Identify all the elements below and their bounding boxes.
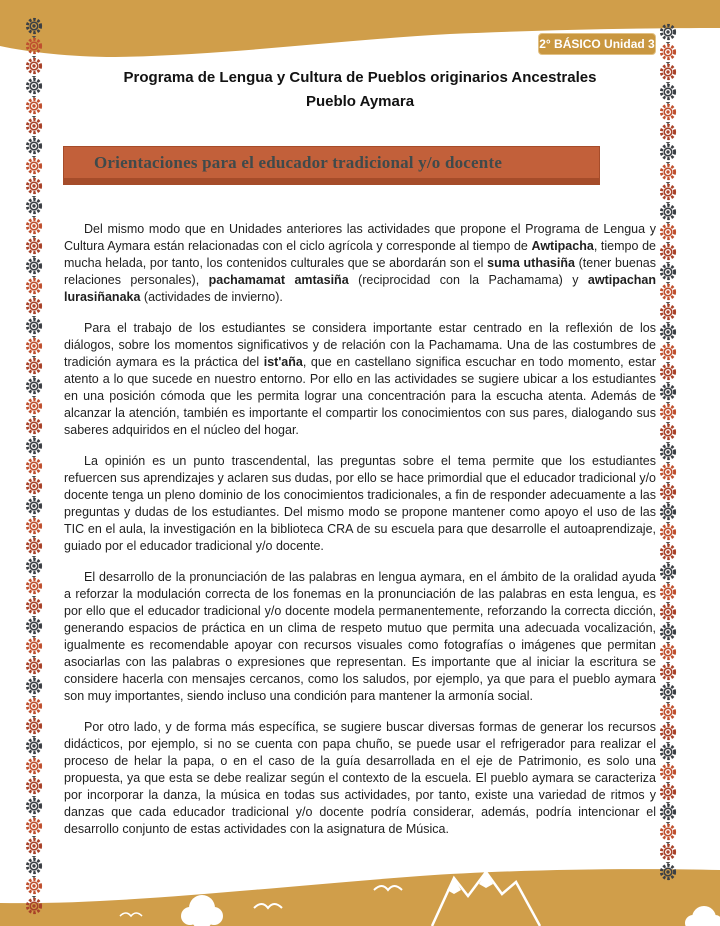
textile-rosette-icon xyxy=(23,36,45,56)
textile-rosette-icon xyxy=(657,302,679,322)
body-paragraph xyxy=(64,719,656,838)
aymara-term: Awtipacha xyxy=(531,239,594,253)
textile-rosette-icon xyxy=(657,622,679,642)
orientation-banner-label: Orientaciones para el educador tradicional y/o docente xyxy=(94,152,503,172)
aymara-term: suma uthasiña xyxy=(487,256,575,270)
textile-rosette-icon xyxy=(23,756,45,776)
textile-rosette-icon xyxy=(23,696,45,716)
paragraph-text: La opinión es un punto trascendental, las preguntas sobre el tema permite que los estudiantes refuercen sus aprendizajes y aclaren sus dudas, por ello se hace primordial que el educador tradicional y/o docente tenga un pleno dominio de los conocimientos tradicionales, a fin de responder adecuamente a las preguntas y dudas de los estudiantes. Del mismo modo se propone mantener como apoyo el uso de las TIC en el aula, la investigación en la biblioteca CRA de su escuela para que desarrolle el autoaprendizaje, guiado por el educador tradicional y/o docente. xyxy=(64,454,657,553)
body-paragraphs xyxy=(64,221,656,852)
textile-rosette-icon xyxy=(23,336,45,356)
textile-rosette-icon xyxy=(657,282,679,302)
textile-rosette-icon xyxy=(657,422,679,442)
textile-rosette-icon xyxy=(657,322,679,342)
textile-rosette-icon xyxy=(23,16,45,36)
textile-rosette-icon xyxy=(23,776,45,796)
body-paragraph xyxy=(64,453,656,555)
textile-rosette-icon xyxy=(23,476,45,496)
textile-rosette-icon xyxy=(23,56,45,76)
textile-rosette-icon xyxy=(657,682,679,702)
paragraph-text: , que en castellano significa escuchar en todo momento, estar atento a lo que sucede en nuestro entorno. Por ello en las actividades se sugiere ubicar a los estudiantes en una posición cómoda que les permita lograr una concentración para la escucha atenta. Además de alcanzar la atención, también es importante el compartir los conocimientos con sus pares, dialogando sus saberes adquiridos en el núcleo del hogar. xyxy=(64,355,656,437)
textile-rosette-icon xyxy=(657,262,679,282)
textile-rosette-icon xyxy=(23,596,45,616)
textile-rosette-icon xyxy=(657,222,679,242)
textile-rosette-icon xyxy=(23,676,45,696)
textile-rosette-icon xyxy=(657,742,679,762)
paragraph-text: (reciprocidad con la Pachamama) y xyxy=(348,273,588,287)
textile-rosette-icon xyxy=(657,702,679,722)
left-border-pattern xyxy=(23,16,45,916)
unit-badge: 2° BÁSICO Unidad 3 xyxy=(538,33,656,55)
textile-rosette-icon xyxy=(657,122,679,142)
paragraph-text: Del mismo modo que en Unidades anteriores las actividades que propone el Programa de Lengua y Cultura Aymara están relacionadas con el ciclo agrícola y corresponde al tiempo de xyxy=(64,222,656,253)
aymara-term: ist'aña xyxy=(263,355,303,369)
textile-rosette-icon xyxy=(657,462,679,482)
paragraph-text: El desarrollo de la pronunciación de las palabras en lengua aymara, en el ámbito de la oralidad ayuda a reforzar la modulación correcta de los fonemas en la pronunciación de las palabras en esta lengua, es por ello que el educador tradicional y/o docente modela permanentemente, reforzando la correcta dicción, generando espacios de práctica en un clima de respeto mutuo que permita una adecuada vocalización, igualmente es recomendable apoyar con recursos visuales como fotografías o imágenes que permitan asociarlas con las palabras o expresiones que representan. Es importante que al iniciar la escritura se considere hacerla con mensajes cercanos, como los saludos, por ejemplo, ya que para el pueblo aymara son muy importantes, siendo incluso una condición para mantener la armonía social. xyxy=(64,570,656,703)
textile-rosette-icon xyxy=(657,662,679,682)
textile-rosette-icon xyxy=(23,796,45,816)
textile-rosette-icon xyxy=(657,162,679,182)
textile-rosette-icon xyxy=(657,182,679,202)
textile-rosette-icon xyxy=(23,876,45,896)
textile-rosette-icon xyxy=(23,816,45,836)
textile-rosette-icon xyxy=(657,562,679,582)
aymara-term: awtipachan lurasiñanaka xyxy=(64,273,656,304)
body-paragraph xyxy=(64,320,656,439)
textile-rosette-icon xyxy=(23,516,45,536)
textile-rosette-icon xyxy=(657,582,679,602)
textile-rosette-icon xyxy=(23,616,45,636)
textile-rosette-icon xyxy=(23,156,45,176)
paragraph-text: (tener buenas relaciones personales), xyxy=(64,256,657,287)
textile-rosette-icon xyxy=(657,142,679,162)
right-border-pattern xyxy=(657,22,679,882)
textile-rosette-icon xyxy=(657,442,679,462)
body-paragraph xyxy=(64,221,656,306)
bottom-scenery-band xyxy=(0,866,720,926)
textile-rosette-icon xyxy=(657,802,679,822)
textile-rosette-icon xyxy=(23,116,45,136)
textile-rosette-icon xyxy=(23,556,45,576)
textile-rosette-icon xyxy=(657,862,679,882)
textile-rosette-icon xyxy=(657,502,679,522)
textile-rosette-icon xyxy=(657,782,679,802)
body-paragraph xyxy=(64,569,656,705)
program-title: Programa de Lengua y Cultura de Pueblos originarios Ancestrales xyxy=(123,69,597,86)
textile-rosette-icon xyxy=(657,722,679,742)
textile-rosette-icon xyxy=(23,356,45,376)
textile-rosette-icon xyxy=(657,642,679,662)
textile-rosette-icon xyxy=(23,96,45,116)
aymara-term: pachamamat amtasiña xyxy=(208,273,349,287)
textile-rosette-icon xyxy=(23,896,45,916)
bottom-wave-shape xyxy=(0,869,720,926)
textile-rosette-icon xyxy=(657,22,679,42)
textile-rosette-icon xyxy=(657,382,679,402)
textile-rosette-icon xyxy=(23,736,45,756)
textile-rosette-icon xyxy=(657,602,679,622)
textile-rosette-icon xyxy=(657,342,679,362)
paragraph-text: , tiempo de mucha helada, por tanto, los contenidos culturales que se abordarán son el xyxy=(64,239,656,270)
textile-rosette-icon xyxy=(657,202,679,222)
textile-rosette-icon xyxy=(657,402,679,422)
textile-rosette-icon xyxy=(23,436,45,456)
textile-rosette-icon xyxy=(23,456,45,476)
textile-rosette-icon xyxy=(657,82,679,102)
textile-rosette-icon xyxy=(657,762,679,782)
textile-rosette-icon xyxy=(23,136,45,156)
textile-rosette-icon xyxy=(657,482,679,502)
textile-rosette-icon xyxy=(657,242,679,262)
textile-rosette-icon xyxy=(657,102,679,122)
textile-rosette-icon xyxy=(23,496,45,516)
textile-rosette-icon xyxy=(23,76,45,96)
textile-rosette-icon xyxy=(657,822,679,842)
paragraph-text: Por otro lado, y de forma más específica, se sugiere buscar diversas formas de generar los recursos didácticos, por ejemplo, si no se cuenta con papa chuño, se puede usar el refrigerador para realizar el proceso de helar la papa, o en el caso de la guía desarrollada en el eje de Patrimonio, es solo una propuesta, ya que esta se debe realizar según el contexto de la escuela. El pueblo aymara se caracteriza por incorporar la danza, la música en todas sus actividades, por tanto, existe una variedad de ritmos y danzas que cada educador tradicional y/o docente podría considerar, además, podría intencionar el desarrollo conjunto de estas actividades con la asignatura de Música. xyxy=(64,720,656,836)
paragraph-text: Para el trabajo de los estudiantes se considera importante estar centrado en la reflexión de los diálogos, sobre los momentos significativos y de relación con la Pachamama. Una de las costumbres de tradición aymara es la práctica del xyxy=(64,321,656,369)
textile-rosette-icon xyxy=(657,842,679,862)
textile-rosette-icon xyxy=(23,416,45,436)
pueblo-title: Pueblo Aymara xyxy=(305,93,415,110)
textile-rosette-icon xyxy=(23,236,45,256)
textile-rosette-icon xyxy=(23,256,45,276)
textile-rosette-icon xyxy=(657,42,679,62)
textile-rosette-icon xyxy=(23,376,45,396)
textile-rosette-icon xyxy=(23,316,45,336)
textile-rosette-icon xyxy=(23,536,45,556)
textile-rosette-icon xyxy=(657,62,679,82)
textile-rosette-icon xyxy=(23,296,45,316)
textile-rosette-icon xyxy=(23,856,45,876)
textile-rosette-icon xyxy=(23,836,45,856)
textile-rosette-icon xyxy=(23,276,45,296)
textile-rosette-icon xyxy=(23,196,45,216)
textile-rosette-icon xyxy=(657,362,679,382)
textile-rosette-icon xyxy=(23,216,45,236)
textile-rosette-icon xyxy=(23,396,45,416)
textile-rosette-icon xyxy=(657,542,679,562)
textile-rosette-icon xyxy=(23,656,45,676)
paragraph-text: (actividades de invierno). xyxy=(140,290,283,304)
textile-rosette-icon xyxy=(23,716,45,736)
orientation-banner xyxy=(63,146,600,185)
textile-rosette-icon xyxy=(23,636,45,656)
textile-rosette-icon xyxy=(657,522,679,542)
textile-rosette-icon xyxy=(23,576,45,596)
textile-rosette-icon xyxy=(23,176,45,196)
